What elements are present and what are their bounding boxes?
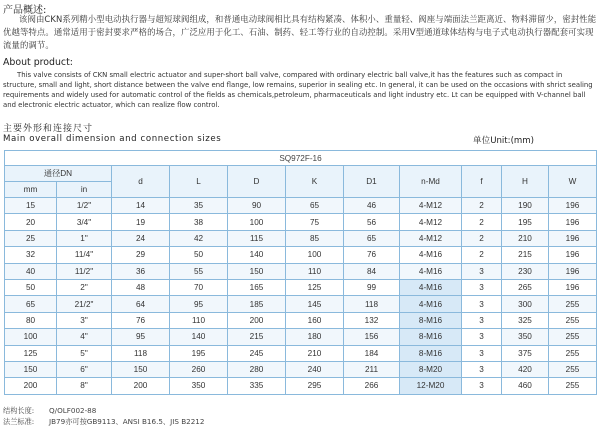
col-header-K: K (286, 166, 344, 198)
cell-d: 118 (112, 345, 170, 361)
cell-K: 240 (286, 361, 344, 377)
table-row (5, 312, 597, 328)
table-row (5, 279, 597, 295)
cell-L: 195 (170, 345, 228, 361)
table-title: SQ972F-16 (5, 151, 597, 166)
cell-dn-mm: 80 (5, 312, 57, 328)
col-header-D: D (228, 166, 286, 198)
cell-f: 2 (462, 230, 502, 246)
cell-L: 35 (170, 198, 228, 214)
cell-D: 90 (228, 198, 286, 214)
cell-n-md: 8-M16 (400, 329, 462, 345)
cell-K: 65 (286, 198, 344, 214)
col-header-f: f (462, 166, 502, 198)
cell-L: 42 (170, 230, 228, 246)
sub-header-in: in (57, 182, 112, 198)
cell-f: 3 (462, 361, 502, 377)
col-header-n-md: n-Md (400, 166, 462, 198)
cell-f: 2 (462, 247, 502, 263)
cell-K: 180 (286, 329, 344, 345)
cell-D: 200 (228, 312, 286, 328)
dimension-table (4, 150, 597, 395)
cell-H: 325 (502, 312, 549, 328)
cell-d: 19 (112, 214, 170, 230)
cell-dn-mm: 40 (5, 263, 57, 279)
cell-dn-mm: 50 (5, 279, 57, 295)
flange-standard-value: JB79亦可按GB9113、ANSI B16.5、JIS B2212 (49, 417, 205, 426)
table-row (5, 214, 597, 230)
cell-dn-in: 1" (57, 230, 112, 246)
cell-n-md: 4-M16 (400, 279, 462, 295)
overview-body-en: This valve consists of CKN small electric actuator and super-short ball valve, compared with ordinary electric ball valve,it has the features such as compact in structure, small and light, short distance between the valve end flange, low remains, superior in sealing etc. In general, it can be used on the occasions with shrict sealing requirements and widely used for automatic control of the fields as chemicals,petroleum, pharmaceuticals and light industry etc. Lt can be equipped with V-channel ball and electronic electric actuator, which can realize flow control. (3, 71, 593, 109)
cell-D1: 266 (344, 378, 400, 394)
cell-D1: 56 (344, 214, 400, 230)
cell-n-md: 8-M16 (400, 312, 462, 328)
overview-body-cn: 该阀由CKN系列精小型电动执行器与超短球阀组成，和普通电动球阀相比具有结构紧凑、体积小、重量轻、阀座与端面法兰距离近、物料滞留少，密封性能优越等特点。通常适用于密封要求严格的场合，广泛应用于化工、石油、制药、轻工等行业的自动控制。采用V型通道球体结构与电子式电动执行器配套可实现流量的调节。 (3, 14, 597, 50)
cell-W: 255 (549, 312, 597, 328)
cell-n-md: 4-M16 (400, 263, 462, 279)
cell-D1: 99 (344, 279, 400, 295)
cell-dn-in: 6" (57, 361, 112, 377)
cell-K: 85 (286, 230, 344, 246)
cell-D: 245 (228, 345, 286, 361)
cell-W: 196 (549, 214, 597, 230)
cell-dn-in: 11/2" (57, 263, 112, 279)
cell-dn-mm: 32 (5, 247, 57, 263)
cell-n-md: 4-M12 (400, 198, 462, 214)
cell-D1: 118 (344, 296, 400, 312)
table-row (5, 263, 597, 279)
cell-dn-in: 21/2" (57, 296, 112, 312)
cell-d: 14 (112, 198, 170, 214)
cell-K: 110 (286, 263, 344, 279)
table-row (5, 361, 597, 377)
cell-W: 196 (549, 263, 597, 279)
cell-d: 150 (112, 361, 170, 377)
cell-L: 110 (170, 312, 228, 328)
overview-heading-en: About product: (3, 57, 73, 68)
cell-K: 160 (286, 312, 344, 328)
cell-d: 64 (112, 296, 170, 312)
cell-W: 255 (549, 378, 597, 394)
col-header-d: d (112, 166, 170, 198)
cell-D1: 184 (344, 345, 400, 361)
cell-L: 260 (170, 361, 228, 377)
cell-W: 196 (549, 198, 597, 214)
cell-dn-mm: 20 (5, 214, 57, 230)
cell-dn-mm: 15 (5, 198, 57, 214)
cell-dn-in: 5" (57, 345, 112, 361)
cell-n-md: 8-M16 (400, 345, 462, 361)
cell-K: 145 (286, 296, 344, 312)
cell-D1: 211 (344, 361, 400, 377)
col-header-W: W (549, 166, 597, 198)
col-header-D1: D1 (344, 166, 400, 198)
col-header-L: L (170, 166, 228, 198)
cell-f: 3 (462, 279, 502, 295)
cell-dn-in: 3/4" (57, 214, 112, 230)
cell-W: 255 (549, 361, 597, 377)
cell-dn-mm: 200 (5, 378, 57, 394)
cell-dn-in: 1/2" (57, 198, 112, 214)
cell-n-md: 4-M16 (400, 247, 462, 263)
cell-d: 48 (112, 279, 170, 295)
cell-H: 420 (502, 361, 549, 377)
table-row (5, 329, 597, 345)
unit-label: 单位Unit:(mm) (473, 136, 535, 146)
cell-f: 3 (462, 296, 502, 312)
cell-D1: 65 (344, 230, 400, 246)
cell-d: 95 (112, 329, 170, 345)
flange-standard-line (3, 417, 204, 427)
cell-K: 210 (286, 345, 344, 361)
cell-D: 140 (228, 247, 286, 263)
cell-L: 140 (170, 329, 228, 345)
cell-f: 3 (462, 345, 502, 361)
cell-W: 255 (549, 296, 597, 312)
col-header-H: H (502, 166, 549, 198)
cell-f: 3 (462, 312, 502, 328)
cell-f: 3 (462, 329, 502, 345)
cell-n-md: 4-M12 (400, 214, 462, 230)
overview-heading-cn: 产品概述: (3, 5, 47, 16)
cell-H: 230 (502, 263, 549, 279)
cell-L: 50 (170, 247, 228, 263)
cell-D1: 76 (344, 247, 400, 263)
cell-K: 295 (286, 378, 344, 394)
structure-length-label: 结构长度: (3, 406, 35, 415)
cell-H: 210 (502, 230, 549, 246)
cell-H: 300 (502, 296, 549, 312)
table-row (5, 378, 597, 394)
cell-L: 70 (170, 279, 228, 295)
cell-dn-in: 11/4" (57, 247, 112, 263)
table-row (5, 198, 597, 214)
dn-header: 通径DN (5, 166, 112, 182)
cell-d: 200 (112, 378, 170, 394)
cell-D: 115 (228, 230, 286, 246)
cell-L: 95 (170, 296, 228, 312)
cell-D1: 46 (344, 198, 400, 214)
cell-W: 196 (549, 279, 597, 295)
cell-dn-mm: 125 (5, 345, 57, 361)
cell-dn-in: 2" (57, 279, 112, 295)
table-row (5, 230, 597, 246)
cell-f: 3 (462, 263, 502, 279)
flange-standard-label: 法兰标准: (3, 417, 35, 426)
cell-H: 215 (502, 247, 549, 263)
cell-L: 38 (170, 214, 228, 230)
cell-D1: 132 (344, 312, 400, 328)
dimensions-heading-cn: 主要外形和连接尺寸 (3, 124, 94, 134)
cell-dn-in: 3" (57, 312, 112, 328)
cell-D1: 84 (344, 263, 400, 279)
sub-header-mm: mm (5, 182, 57, 198)
cell-W: 255 (549, 345, 597, 361)
cell-D: 165 (228, 279, 286, 295)
cell-dn-mm: 25 (5, 230, 57, 246)
cell-K: 100 (286, 247, 344, 263)
structure-length-value: Q/OLF002-88 (49, 406, 97, 415)
cell-dn-mm: 65 (5, 296, 57, 312)
cell-dn-mm: 100 (5, 329, 57, 345)
table-row (5, 247, 597, 263)
cell-K: 75 (286, 214, 344, 230)
cell-n-md: 8-M20 (400, 361, 462, 377)
cell-H: 190 (502, 198, 549, 214)
cell-D: 280 (228, 361, 286, 377)
cell-dn-mm: 150 (5, 361, 57, 377)
cell-d: 36 (112, 263, 170, 279)
cell-H: 375 (502, 345, 549, 361)
cell-H: 460 (502, 378, 549, 394)
cell-n-md: 4-M16 (400, 296, 462, 312)
cell-f: 3 (462, 378, 502, 394)
table-row (5, 345, 597, 361)
cell-n-md: 12-M20 (400, 378, 462, 394)
cell-L: 55 (170, 263, 228, 279)
cell-D: 185 (228, 296, 286, 312)
cell-L: 350 (170, 378, 228, 394)
cell-d: 29 (112, 247, 170, 263)
dimensions-heading-en: Main overall dimension and connection sizes (3, 134, 222, 144)
cell-D: 150 (228, 263, 286, 279)
cell-d: 24 (112, 230, 170, 246)
table-row (5, 296, 597, 312)
cell-f: 2 (462, 198, 502, 214)
cell-dn-in: 8" (57, 378, 112, 394)
cell-D: 215 (228, 329, 286, 345)
cell-n-md: 4-M12 (400, 230, 462, 246)
structure-length-line (3, 406, 96, 416)
cell-D: 335 (228, 378, 286, 394)
cell-D1: 156 (344, 329, 400, 345)
cell-d: 76 (112, 312, 170, 328)
cell-K: 125 (286, 279, 344, 295)
cell-H: 195 (502, 214, 549, 230)
cell-f: 2 (462, 214, 502, 230)
cell-W: 196 (549, 247, 597, 263)
cell-W: 196 (549, 230, 597, 246)
cell-W: 255 (549, 329, 597, 345)
cell-H: 265 (502, 279, 549, 295)
cell-D: 100 (228, 214, 286, 230)
cell-dn-in: 4" (57, 329, 112, 345)
cell-H: 350 (502, 329, 549, 345)
